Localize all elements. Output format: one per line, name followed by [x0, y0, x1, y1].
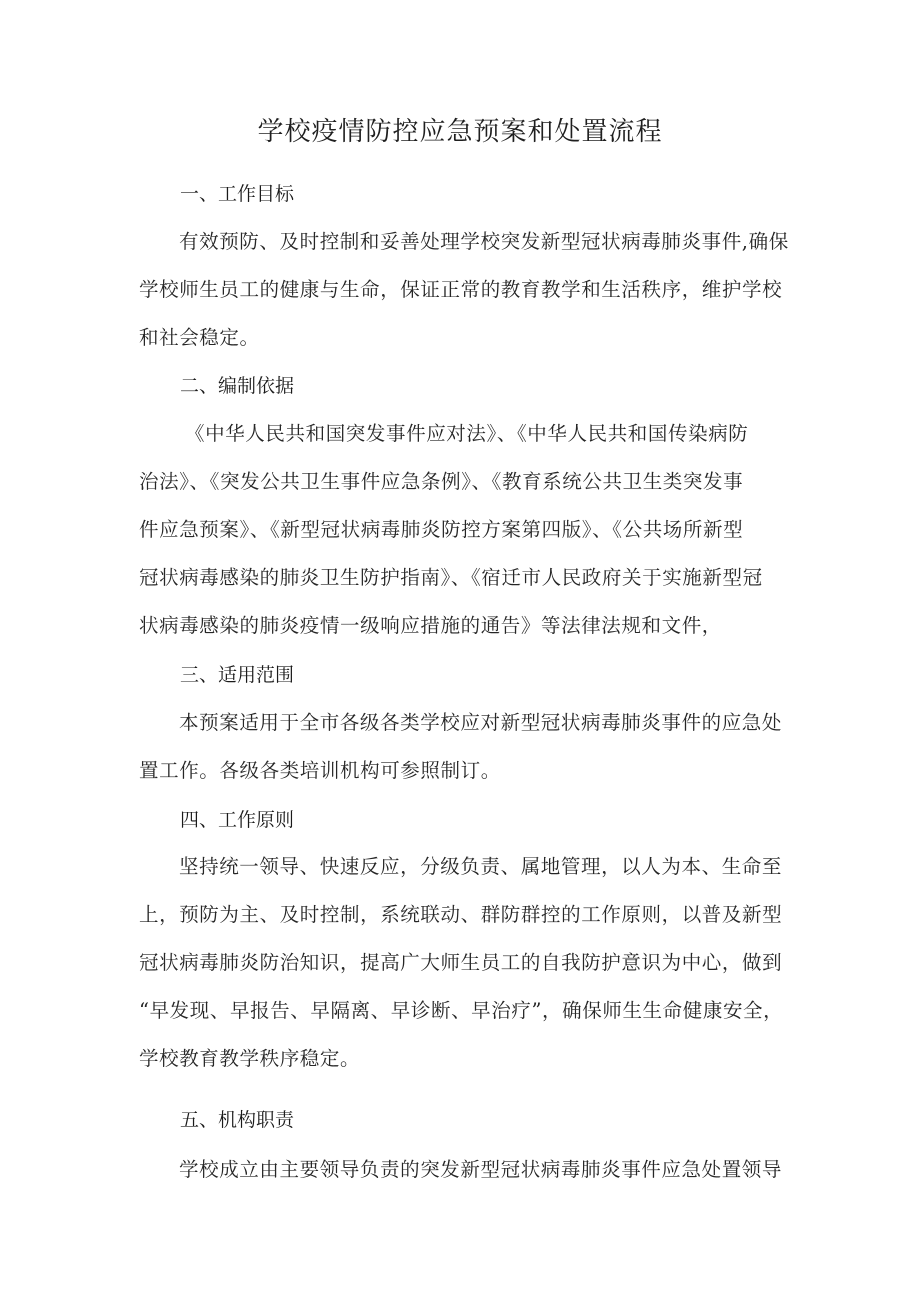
- paragraph-line: 件应急预案》、《新型冠状病毒肺炎防控方案第四版》、《公共场所新型: [139, 518, 744, 541]
- paragraph-line: 治法》、《突发公共卫生事件应急条例》、《教育系统公共卫生类突发事: [139, 470, 744, 493]
- paragraph-line: 有效预防、及时控制和妥善处理学校突发新型冠状病毒肺炎事件,确保: [179, 230, 789, 253]
- section-body-principles: [139, 843, 791, 1083]
- section-heading-basis: 二、编制依据: [180, 375, 295, 397]
- section-body-responsibilities: [139, 1146, 791, 1194]
- section-body-scope: [139, 699, 791, 795]
- section-body-goals: [139, 218, 791, 362]
- paragraph-line: 学校成立由主要领导负责的突发新型冠状病毒肺炎事件应急处置领导: [179, 1158, 783, 1181]
- paragraph-line: 状病毒感染的肺炎疫情一级响应措施的通告》等法律法规和文件，: [139, 614, 722, 637]
- section-heading-responsibilities: 五、机构职责: [180, 1109, 295, 1131]
- paragraph-line: 学校师生员工的健康与生命，保证正常的教育教学和生活秩序，维护学校: [139, 278, 783, 301]
- paragraph-line: 冠状病毒感染的肺炎卫生防护指南》、《宿迁市人民政府关于实施新型冠: [139, 566, 763, 589]
- paragraph-line: 和社会稳定。: [139, 326, 260, 349]
- paragraph-line: 本预案适用于全市各级各类学校应对新型冠状病毒肺炎事件的应急处: [179, 711, 783, 734]
- section-heading-principles: 四、工作原则: [180, 809, 295, 831]
- section-heading-scope: 三、适用范围: [180, 664, 295, 686]
- paragraph-line: “早发现、早报告、早隔离、早诊断、早治疗”，确保师生生命健康安全，: [139, 999, 784, 1022]
- paragraph-line: 坚持统一领导、快速反应，分级负责、属地管理，以人为本、生命至: [179, 855, 783, 878]
- section-body-basis: [139, 410, 791, 650]
- paragraph-line: 上，预防为主、及时控制，系统联动、群防群控的工作原则，以普及新型: [139, 903, 783, 926]
- section-heading-goals: 一、工作目标: [180, 183, 295, 205]
- paragraph-line: 冠状病毒肺炎防治知识，提高广大师生员工的自我防护意识为中心，做到: [139, 951, 783, 974]
- paragraph-line: 《中华人民共和国突发事件应对法》、《中华人民共和国传染病防: [185, 422, 749, 445]
- document-title: 学校疫情防控应急预案和处置流程: [257, 117, 663, 147]
- paragraph-line: 学校教育教学秩序稳定。: [139, 1047, 361, 1070]
- paragraph-line: 置工作。各级各类培训机构可参照制订。: [139, 759, 501, 782]
